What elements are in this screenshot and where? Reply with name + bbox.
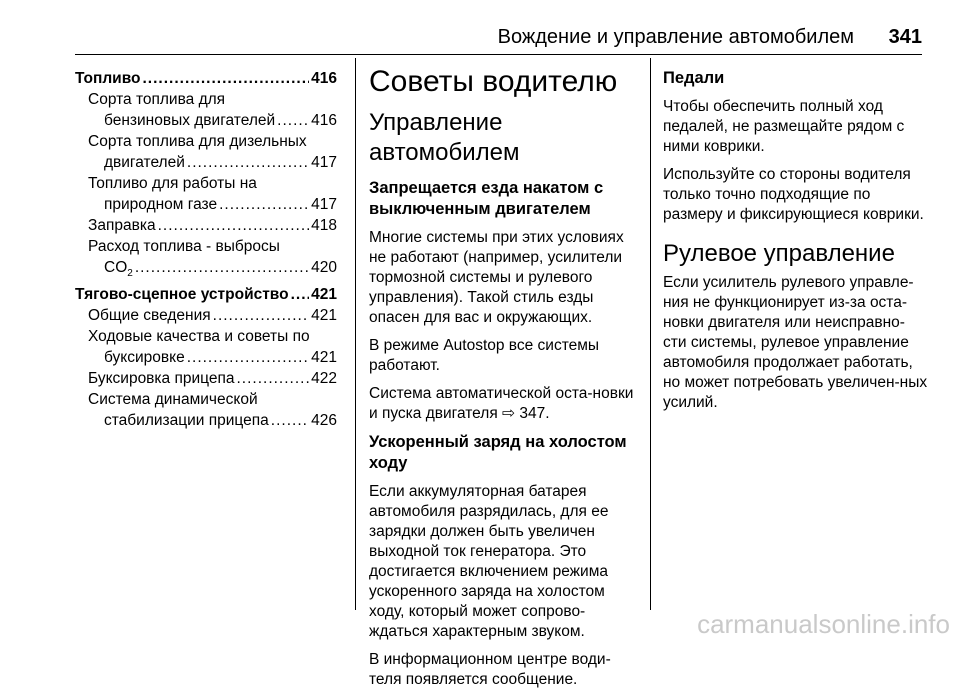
toc-item[interactable]: [75, 215, 337, 236]
subsection-title: Управление автомобилем: [369, 109, 520, 166]
toc-label: бензиновых двигателей: [104, 112, 276, 129]
heading-no-coasting: Запрещается езда накатом с выключенным двигателем: [369, 179, 604, 218]
paragraph: Если усилитель рулевого управле-ния не функционирует из-за оста-новки двигателя или неисправно-сти системы, рулевое управление автомобиля продолжает работать, но может потребовать увеличен-ных усилий.: [663, 274, 928, 411]
toc-item[interactable]: [75, 347, 337, 368]
toc-label: Общие сведения: [88, 307, 211, 324]
toc-item[interactable]: [75, 368, 337, 389]
toc-item[interactable]: Система динамической: [88, 391, 258, 408]
heading-fast-idle-charge: Ускоренный заряд на холостом ходу: [369, 433, 627, 472]
toc-item[interactable]: Топливо для работы на: [88, 175, 257, 192]
toc-label: двигателей: [104, 154, 185, 171]
toc-label: Тягово-сцепное устройство: [75, 286, 289, 303]
toc-leader: [277, 110, 309, 131]
header-title: Вождение и управление автомобилем: [497, 26, 854, 48]
toc-leader: [219, 194, 309, 215]
toc-label: природном газе: [104, 196, 218, 213]
toc-leader: [271, 410, 309, 431]
toc-page: 421: [311, 307, 337, 324]
column-divider: [355, 58, 356, 610]
toc-page: 421: [311, 349, 337, 366]
toc: [75, 68, 337, 431]
toc-leader: [187, 347, 309, 368]
toc-leader: [236, 368, 309, 389]
paragraph: Чтобы обеспечить полный ход педалей, не размещайте рядом с ними коврики.: [663, 98, 905, 155]
toc-label: Топливо: [75, 70, 141, 87]
toc-item[interactable]: [75, 410, 337, 431]
toc-item[interactable]: [75, 257, 337, 280]
paragraph: Используйте со стороны водителя только точно подходящие по размеру и фиксирующиеся коврики.: [663, 166, 924, 223]
toc-item[interactable]: [75, 110, 337, 131]
toc-section-fuel[interactable]: [75, 68, 337, 89]
toc-label: [88, 257, 133, 280]
column-pedals-steering: [663, 68, 928, 421]
paragraph: Многие системы при этих условиях не работают (например, усилители тормозной системы и рулевого управления). Такой стиль езды опасен для вас и окружающих.: [369, 229, 624, 326]
toc-item[interactable]: [75, 152, 337, 173]
toc-leader: [187, 152, 309, 173]
toc-label: стабилизации прицепа: [104, 412, 269, 429]
paragraph: Если аккумуляторная батарея автомобиля разрядилась, для ее зарядки должен быть увеличен выходной ток генератора. Это достигается включением режима ускоренного заряда на холостом ходу, который может сопрово-ждаться характерным звуком.: [369, 483, 609, 640]
toc-leader: [291, 284, 310, 305]
toc-label: буксировке: [104, 349, 185, 366]
toc-item[interactable]: Сорта топлива для дизельных: [88, 133, 307, 150]
toc-page: 416: [311, 70, 337, 87]
co-text: CO: [104, 259, 128, 276]
toc-page: 422: [311, 370, 337, 387]
toc-page: 417: [311, 196, 337, 213]
toc-page: 421: [311, 286, 337, 303]
toc-item[interactable]: Расход топлива - выбросы: [88, 238, 280, 255]
section-title: Советы водителю: [369, 65, 618, 98]
column-driving-tips: [369, 65, 635, 698]
toc-page: 420: [311, 259, 337, 276]
toc-page: 426: [311, 412, 337, 429]
toc-section-towing[interactable]: [75, 284, 337, 305]
toc-item[interactable]: [75, 194, 337, 215]
toc-leader: [213, 305, 309, 326]
paragraph: В режиме Autostop все системы работают.: [369, 337, 600, 374]
watermark: carmanualsonline.info: [697, 609, 950, 639]
heading-steering: Рулевое управление: [663, 240, 895, 267]
paragraph: В информационном центре води-теля появляется сообщение.: [369, 651, 611, 688]
toc-leader: [143, 68, 310, 89]
toc-page: 418: [311, 217, 337, 234]
toc-label: Заправка: [88, 217, 156, 234]
subscript: 2: [127, 268, 133, 279]
page-number: 341: [888, 26, 922, 48]
toc-page: 417: [311, 154, 337, 171]
toc-page: 416: [311, 112, 337, 129]
toc-item[interactable]: [75, 305, 337, 326]
column-divider: [650, 58, 651, 610]
heading-pedals: Педали: [663, 69, 725, 87]
page-header: [75, 20, 922, 55]
toc-label: Буксировка прицепа: [88, 370, 235, 387]
toc-leader: [158, 215, 310, 236]
toc-leader: [135, 257, 309, 278]
paragraph: Система автоматической оста-новки и пуска двигателя ⇨ 347.: [369, 385, 634, 422]
toc-item[interactable]: Сорта топлива для: [88, 91, 226, 108]
toc-item[interactable]: Ходовые качества и советы по: [88, 328, 310, 345]
